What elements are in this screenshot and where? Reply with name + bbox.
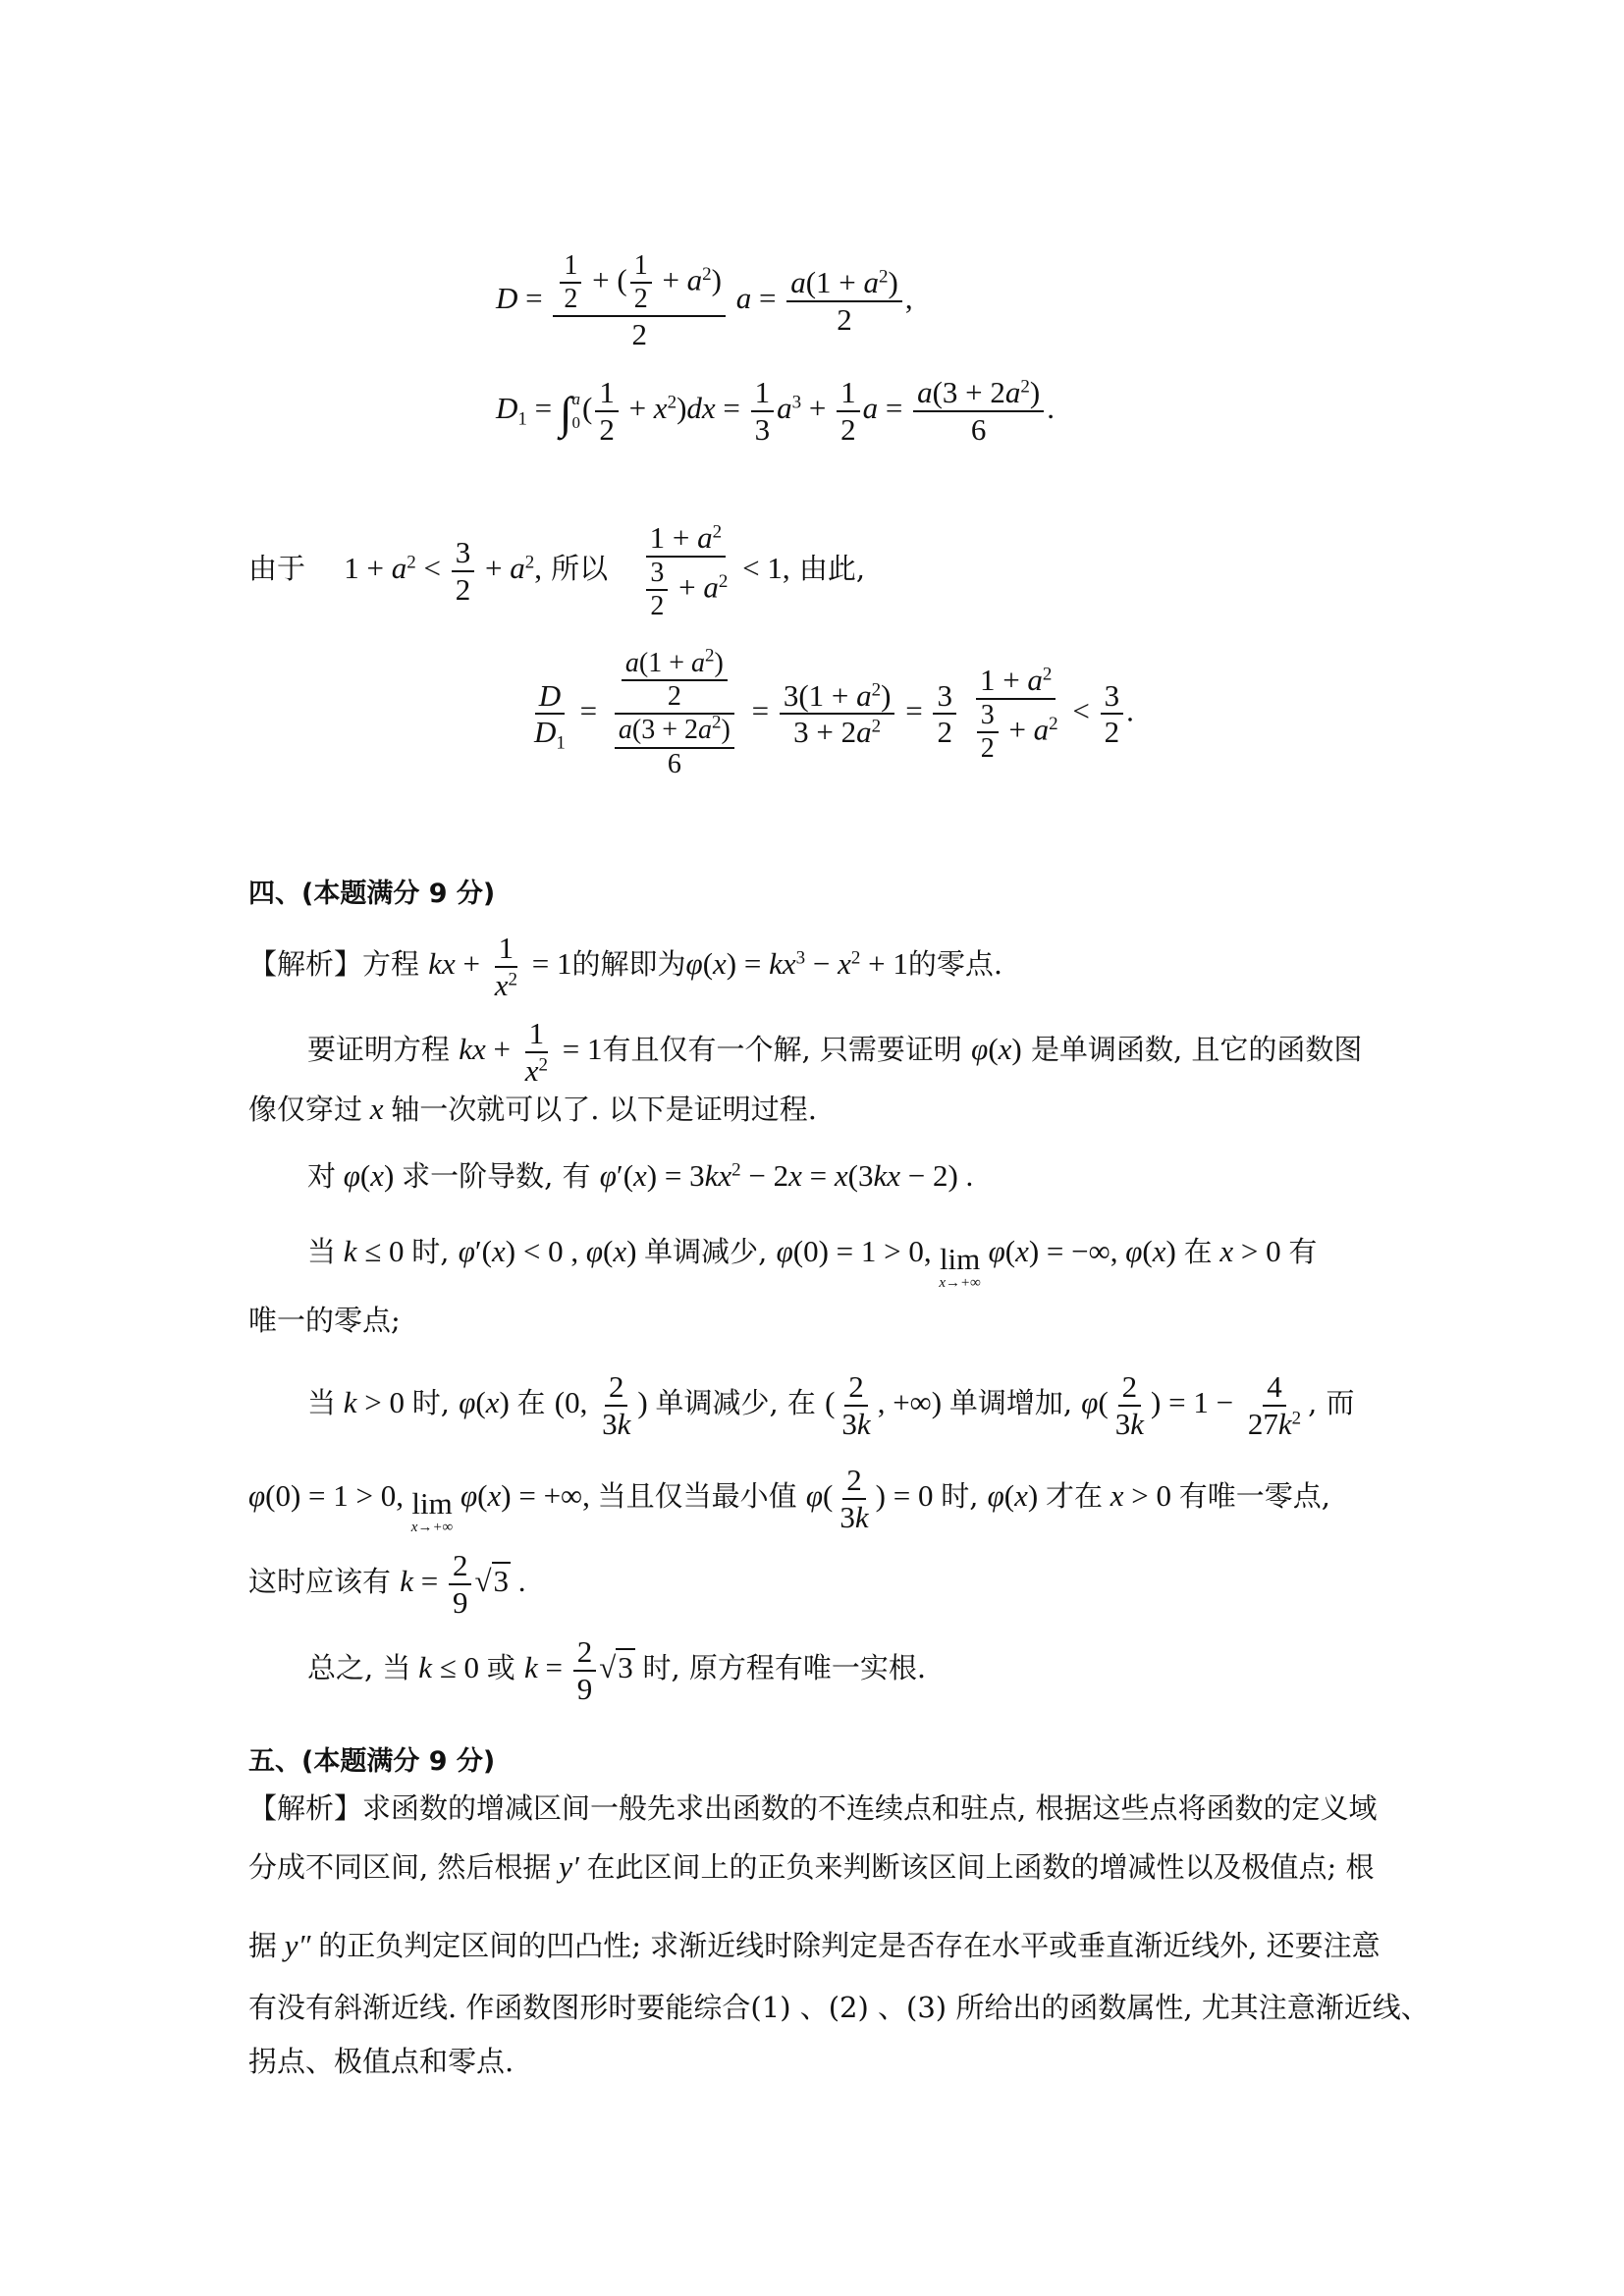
formula-D: D = $\frac{1}{2}$ + ( $\frac{1}{2}$ + $a^2$) 2 a = $\frac{a(1 + a^2)}{2}$ , [496,250,913,352]
sec4-line-3: 像仅穿过 x 轴一次就可以了. 以下是证明过程. [248,1092,817,1126]
sec4-line-8: φ(0) = 1 > 0, lim x→+∞ φ(x) = +∞, 当且仅当最小值 φ( $\frac{2}{3k}$ ) = 0 时, φ(x) 才在 x > 0 有唯一零点, [248,1463,1330,1535]
intro-text-2: 所以 [551,552,609,586]
sec4-line-10: 总之, 当 k ≤ 0 或 k = $\frac{2}{9}$ √3 时, 原方程有唯一实根. [307,1634,927,1706]
sec5-line-2: 分成不同区间, 然后根据 y′ 在此区间上的正负来判断该区间上函数的增减性以及极值点; 根 [248,1849,1375,1884]
sec4-line-2: 要证明方程 kx + $\frac{1}{x^2}$ = 1有且仅有一个解, 只需要证明 φ(x) 是单调函数, 且它的函数图 [307,1016,1363,1088]
sec5-line-4: 有没有斜渐近线. 作函数图形时要能综合(1) 、(2) 、(3) 所给出的函数属性, 尤其注意渐近线、 [248,1991,1430,2024]
sec5-line-5: 拐点、极值点和零点. [248,2045,514,2078]
intro-text-1: 由于 [248,552,306,586]
jiexi-label: 【解析】 [248,1791,363,1825]
sec4-line-5: 当 k ≤ 0 时, φ′(x) < 0 , φ(x) 单调减少, φ(0) = 1 > 0, lim x→+∞ φ(x) = −∞, φ(x) 在 x > 0 有 [307,1234,1318,1291]
sec4-line-4: 对 φ(x) 求一阶导数, 有 $\varphi'(x) = 3kx^2 - 2x = x(3kx - 2)$ . [307,1158,974,1193]
sec4-line-7: 当 k > 0 时, φ(x) 在 (0, $\frac{2}{3k}$ ) 单调减少, 在 ( $\frac{2}{3k}$ , +∞) 单调增加, φ( $\frac{2}{3k}$ ) = 1 − $\frac{4}{27k^2}$ , 而 [307,1369,1355,1441]
formula-ratio: $\frac{D}{D_1}$ = $\frac{\frac{a(1 + a^2)}{2}}{\frac{a(3 + 2a^2)}{6}}$ = $\frac{3(1 + a^2)}{3 + 2a^2}$ = $\frac{3}{2}$ $1 + a^2$ $\frac{3}{2}$ + $a^2$ < $\frac{3}{2}$ . [534,645,1134,779]
formula-D1: $D_1$ = ∫ a 0 ( $\frac{1}{2}$ + $x^2)dx$ = $\frac{1}{3}$ $a^3$ + $\frac{1}{2}$ a = $\frac{a(3 + 2a^2)}{6}$ . [496,375,1055,447]
section-4-title: 四、(本题满分 9 分) [248,879,496,909]
sec4-line-6: 唯一的零点; [248,1304,401,1337]
jiexi-label: 【解析】 [248,946,363,981]
sec5-line-3: 据 y″ 的正负判定区间的凹凸性; 求渐近线时除判定是否存在水平或垂直渐近线外, 还要注意 [248,1928,1380,1962]
sec5-line-1: 【解析】求函数的增减区间一般先求出函数的不连续点和驻点, 根据这些点将函数的定义域 [248,1791,1378,1825]
section-5-title: 五、(本题满分 9 分) [248,1746,496,1777]
intro-text-3: 由此, [798,552,866,586]
sec4-line-1: 【解析】方程 kx + $\frac{1}{x^2}$ = 1的解即为$\varphi(x) = kx^3 - x^2 + 1$的零点. [248,931,1003,1002]
sec4-line-9: 这时应该有 k = $\frac{2}{9}$ √3 . [248,1548,526,1620]
intro-line: 由于 $1 + a^2$ < $\frac{3}{2}$ + $a^2$, 所以 $1 + a^2$ $\frac{3}{2}$ + $a^2$ < 1, 由此, [248,520,866,621]
